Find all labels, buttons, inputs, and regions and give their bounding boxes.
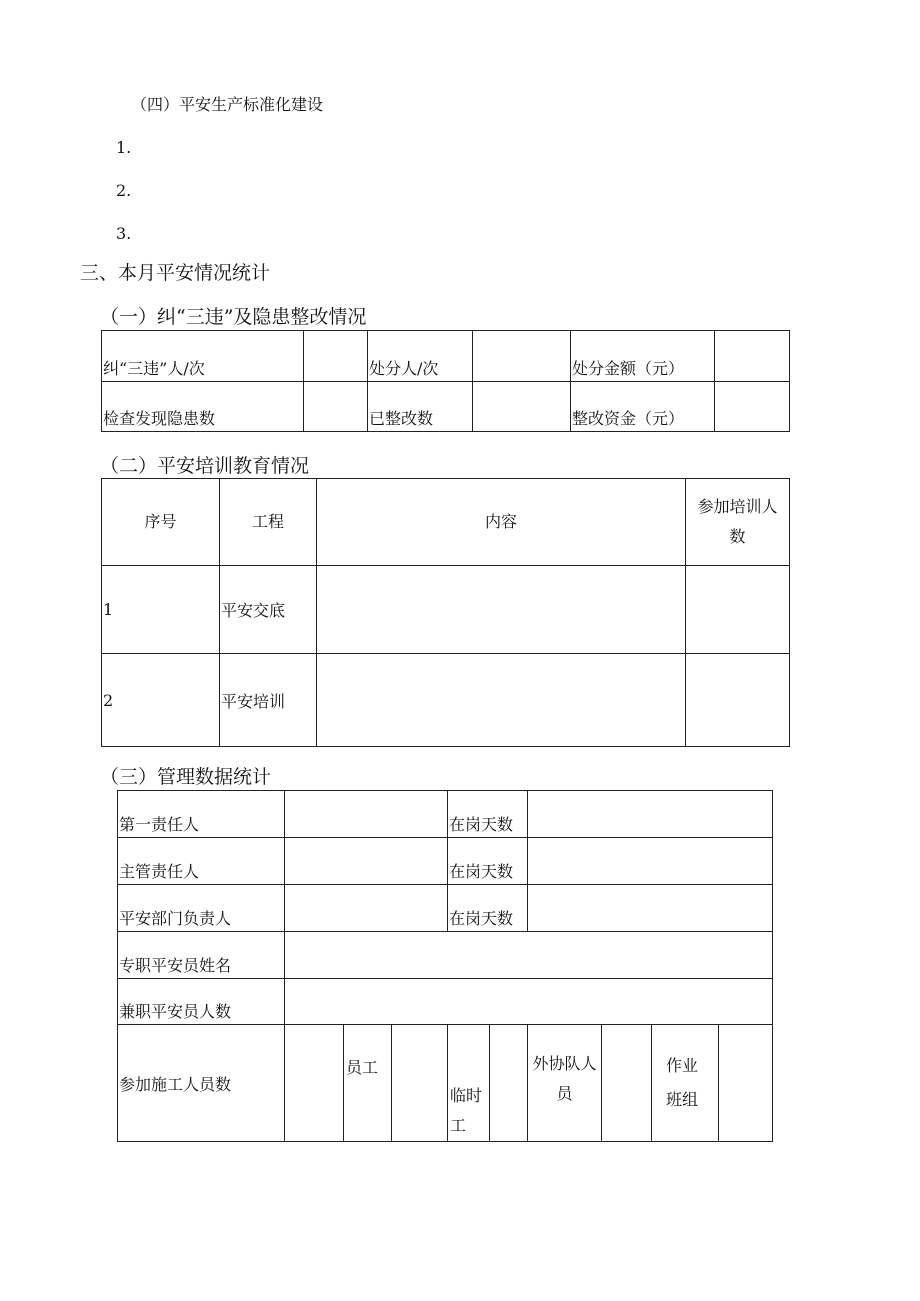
table-cell: [285, 885, 448, 932]
table-cell: [285, 979, 773, 1025]
table-row: [118, 1025, 773, 1142]
table-header-row: [102, 479, 790, 566]
table-cell: [719, 1025, 773, 1142]
part-1-title: （一）纠“三违”及隐患整改情况: [100, 306, 367, 328]
table-cell: 在岗天数: [448, 838, 528, 885]
table-cell: 纠“三违”人/次: [102, 331, 304, 382]
table-row: [102, 566, 790, 654]
temp-label-cell: 临时工: [448, 1025, 490, 1142]
table-cell: 已整改数: [368, 382, 473, 432]
header-cell-content: 内容: [317, 479, 686, 566]
table-row: [102, 382, 790, 432]
table-cell: 专职平安员姓名: [118, 932, 285, 979]
workers-label-cell: 参加施工人员数: [118, 1025, 285, 1142]
table-cell: 兼职平安员人数: [118, 979, 285, 1025]
table-cell: 1: [102, 566, 220, 654]
table-cell: [285, 932, 773, 979]
table-row: [118, 979, 773, 1025]
list-item-1: 1.: [116, 138, 132, 157]
table-row: [118, 838, 773, 885]
header-cell-attendees: 参加培训人数: [686, 479, 790, 566]
table-cell: [285, 791, 448, 838]
list-item-3: 3.: [116, 224, 132, 243]
part-2-title: （二）平安培训教育情况: [100, 455, 310, 477]
table-cell: [490, 1025, 528, 1142]
table-cell: [304, 382, 368, 432]
part-3-title: （三）管理数据统计: [100, 766, 272, 788]
table-row: [118, 791, 773, 838]
table-cell: [715, 331, 790, 382]
table-cell: [285, 838, 448, 885]
staff-label-cell: 员工: [344, 1025, 392, 1142]
table-cell: [317, 654, 686, 747]
training-table: [101, 478, 790, 747]
table-cell: [473, 382, 571, 432]
table-cell: 平安部门负责人: [118, 885, 285, 932]
table-cell: [686, 654, 790, 747]
table-cell: 在岗天数: [448, 885, 528, 932]
table-row: [118, 932, 773, 979]
table-cell: [528, 885, 773, 932]
violations-table: [101, 330, 790, 432]
table-cell: 处分金额（元）: [571, 331, 715, 382]
section-3-title: 三、本月平安情况统计: [80, 262, 271, 284]
table-row: [118, 885, 773, 932]
table-cell: [528, 791, 773, 838]
table-cell: 平安交底: [220, 566, 317, 654]
table-cell: [602, 1025, 652, 1142]
section-4-title: （四）平安生产标准化建设: [131, 95, 324, 114]
header-cell-project: 工程: [220, 479, 317, 566]
table-cell: [686, 566, 790, 654]
table-cell: 在岗天数: [448, 791, 528, 838]
table-cell: [392, 1025, 448, 1142]
table-cell: [715, 382, 790, 432]
management-table: [117, 790, 773, 1142]
table-cell: [473, 331, 571, 382]
table-cell: [317, 566, 686, 654]
table-cell: [285, 1025, 344, 1142]
table-cell: 2: [102, 654, 220, 747]
table-cell: 主管责任人: [118, 838, 285, 885]
table-cell: 整改资金（元）: [571, 382, 715, 432]
header-cell-index: 序号: [102, 479, 220, 566]
table-cell: [528, 838, 773, 885]
table-cell: [304, 331, 368, 382]
table-row: [102, 331, 790, 382]
team-label-cell: 作业班组: [652, 1025, 719, 1142]
table-cell: 第一责任人: [118, 791, 285, 838]
table-row: [102, 654, 790, 747]
table-cell: 平安培训: [220, 654, 317, 747]
outside-label-cell: 外协队人员: [528, 1025, 602, 1142]
list-item-2: 2.: [116, 181, 132, 200]
table-cell: 检查发现隐患数: [102, 382, 304, 432]
table-cell: 处分人/次: [368, 331, 473, 382]
